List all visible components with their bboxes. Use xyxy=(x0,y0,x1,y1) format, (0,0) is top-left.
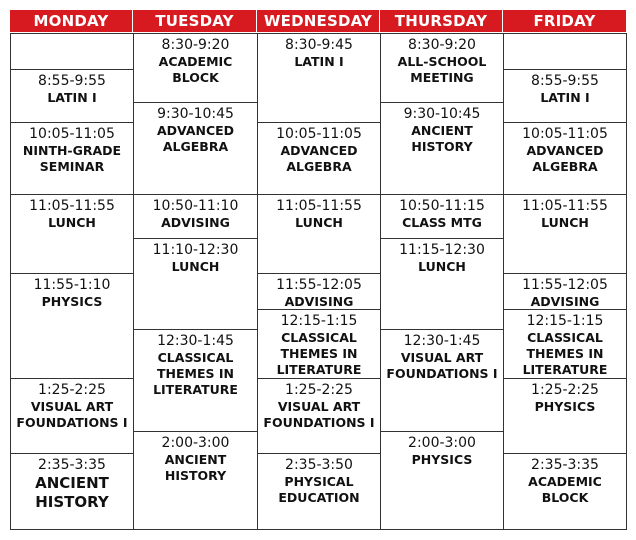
schedule-block-advanced-algebra xyxy=(503,122,627,195)
block-title: ANCIENT HISTORY xyxy=(35,474,109,511)
schedule-block-latin-i xyxy=(10,69,134,123)
block-title: ALL-SCHOOL MEETING xyxy=(397,54,487,85)
block-time: 1:25-2:25 xyxy=(531,382,599,398)
schedule-block-ancient-history xyxy=(133,431,258,530)
schedule-block-lunch xyxy=(503,194,627,274)
block-time: 9:30-10:45 xyxy=(403,106,481,122)
schedule-block-advising xyxy=(257,273,381,310)
schedule-block-physics xyxy=(503,378,627,454)
schedule-block-advanced-algebra xyxy=(133,102,258,195)
day-header-friday: FRIDAY xyxy=(503,10,626,32)
block-title: LUNCH xyxy=(418,259,466,274)
block-time: 12:30-1:45 xyxy=(403,333,481,349)
block-title: VISUAL ART FOUNDATIONS I xyxy=(16,399,128,430)
day-header-tuesday: TUESDAY xyxy=(133,10,256,32)
schedule-empty-block xyxy=(10,33,134,70)
schedule-block-classical-themes-in-literature xyxy=(503,309,627,379)
schedule-empty-block xyxy=(503,33,627,70)
block-title: PHYSICS xyxy=(534,399,596,414)
day-header-thursday: THURSDAY xyxy=(380,10,502,32)
block-time: 11:55-12:05 xyxy=(276,277,362,293)
block-title: ANCIENT HISTORY xyxy=(411,123,473,154)
block-time: 8:30-9:20 xyxy=(161,37,230,53)
block-time: 8:55-9:55 xyxy=(38,73,106,89)
block-title: ADVANCED ALGEBRA xyxy=(526,143,604,174)
block-title: VISUAL ART FOUNDATIONS I xyxy=(263,399,375,430)
block-title: ACADEMIC BLOCK xyxy=(158,54,233,85)
block-time: 2:35-3:35 xyxy=(38,457,106,473)
block-title: LATIN I xyxy=(540,90,590,105)
block-title: CLASSICAL THEMES IN LITERATURE xyxy=(153,350,238,397)
block-title: PHYSICAL EDUCATION xyxy=(278,474,360,505)
block-title: LUNCH xyxy=(541,215,589,230)
schedule-block-physics xyxy=(380,431,504,530)
schedule-block-ninth-grade-seminar xyxy=(10,122,134,195)
block-title: ANCIENT HISTORY xyxy=(164,452,227,483)
block-title: ADVANCED ALGEBRA xyxy=(156,123,235,154)
block-time: 2:00-3:00 xyxy=(161,435,230,451)
block-title: NINTH-GRADE SEMINAR xyxy=(22,143,122,174)
block-title: LATIN I xyxy=(47,90,97,105)
block-title: LUNCH xyxy=(48,215,96,230)
schedule-block-classical-themes-in-literature xyxy=(257,309,381,379)
schedule-block-physical-education xyxy=(257,453,381,530)
schedule-block-ancient-history xyxy=(380,102,504,195)
block-time: 10:50-11:15 xyxy=(399,198,485,214)
block-title: ADVANCED ALGEBRA xyxy=(280,143,358,174)
block-time: 2:35-3:50 xyxy=(285,457,353,473)
block-time: 10:50-11:10 xyxy=(152,198,239,214)
block-time: 8:30-9:20 xyxy=(408,37,476,53)
schedule-block-lunch xyxy=(257,194,381,274)
block-time: 12:15-1:15 xyxy=(526,313,604,329)
block-title: VISUAL ART FOUNDATIONS I xyxy=(386,350,498,381)
schedule-block-academic-block xyxy=(133,33,258,103)
schedule-block-lunch xyxy=(10,194,134,274)
block-time: 1:25-2:25 xyxy=(285,382,353,398)
block-time: 11:55-12:05 xyxy=(522,277,608,293)
schedule-block-all-school-meeting xyxy=(380,33,504,103)
day-header-monday: MONDAY xyxy=(10,10,132,32)
block-time: 8:55-9:55 xyxy=(531,73,599,89)
block-title: ADVISING xyxy=(161,215,230,230)
block-time: 9:30-10:45 xyxy=(157,106,234,122)
schedule-block-class-mtg xyxy=(380,194,504,239)
block-time: 2:00-3:00 xyxy=(408,435,476,451)
block-time: 11:05-11:55 xyxy=(522,198,608,214)
block-time: 11:15-12:30 xyxy=(399,242,485,258)
block-time: 11:55-1:10 xyxy=(33,277,111,293)
block-title: LATIN I xyxy=(294,54,344,69)
block-time: 11:05-11:55 xyxy=(29,198,115,214)
block-title: PHYSICS xyxy=(41,294,103,309)
block-title: CLASS MTG xyxy=(402,215,482,230)
block-time: 11:05-11:55 xyxy=(276,198,362,214)
schedule-block-classical-themes-in-literature xyxy=(133,329,258,432)
schedule-block-visual-art-foundations-i xyxy=(257,378,381,454)
day-header-wednesday: WEDNESDAY xyxy=(257,10,379,32)
schedule-block-academic-block xyxy=(503,453,627,530)
block-time: 1:25-2:25 xyxy=(38,382,106,398)
block-title: CLASSICAL THEMES IN LITERATURE xyxy=(276,330,362,377)
block-time: 11:10-12:30 xyxy=(152,242,239,258)
block-time: 8:30-9:45 xyxy=(285,37,353,53)
block-time: 10:05-11:05 xyxy=(29,126,115,142)
block-title: PHYSICS xyxy=(411,452,473,467)
block-title: ADVISING xyxy=(284,294,354,309)
schedule-block-ancient-history xyxy=(10,453,134,530)
block-title: ACADEMIC BLOCK xyxy=(528,474,602,505)
schedule-block-visual-art-foundations-i xyxy=(380,329,504,432)
schedule-block-advising xyxy=(503,273,627,310)
schedule-block-lunch xyxy=(133,238,258,330)
block-title: ADVISING xyxy=(530,294,600,309)
block-time: 2:35-3:35 xyxy=(531,457,599,473)
block-time: 10:05-11:05 xyxy=(522,126,608,142)
block-time: 12:30-1:45 xyxy=(157,333,234,349)
block-time: 12:15-1:15 xyxy=(280,313,358,329)
schedule-block-latin-i xyxy=(257,33,381,123)
schedule-block-advising xyxy=(133,194,258,239)
block-title: LUNCH xyxy=(171,259,220,274)
block-time: 10:05-11:05 xyxy=(276,126,362,142)
schedule-block-lunch xyxy=(380,238,504,330)
schedule-block-visual-art-foundations-i xyxy=(10,378,134,454)
block-title: CLASSICAL THEMES IN LITERATURE xyxy=(522,330,608,377)
schedule-block-physics xyxy=(10,273,134,379)
block-title: LUNCH xyxy=(295,215,343,230)
schedule-block-advanced-algebra xyxy=(257,122,381,195)
schedule-block-latin-i xyxy=(503,69,627,123)
